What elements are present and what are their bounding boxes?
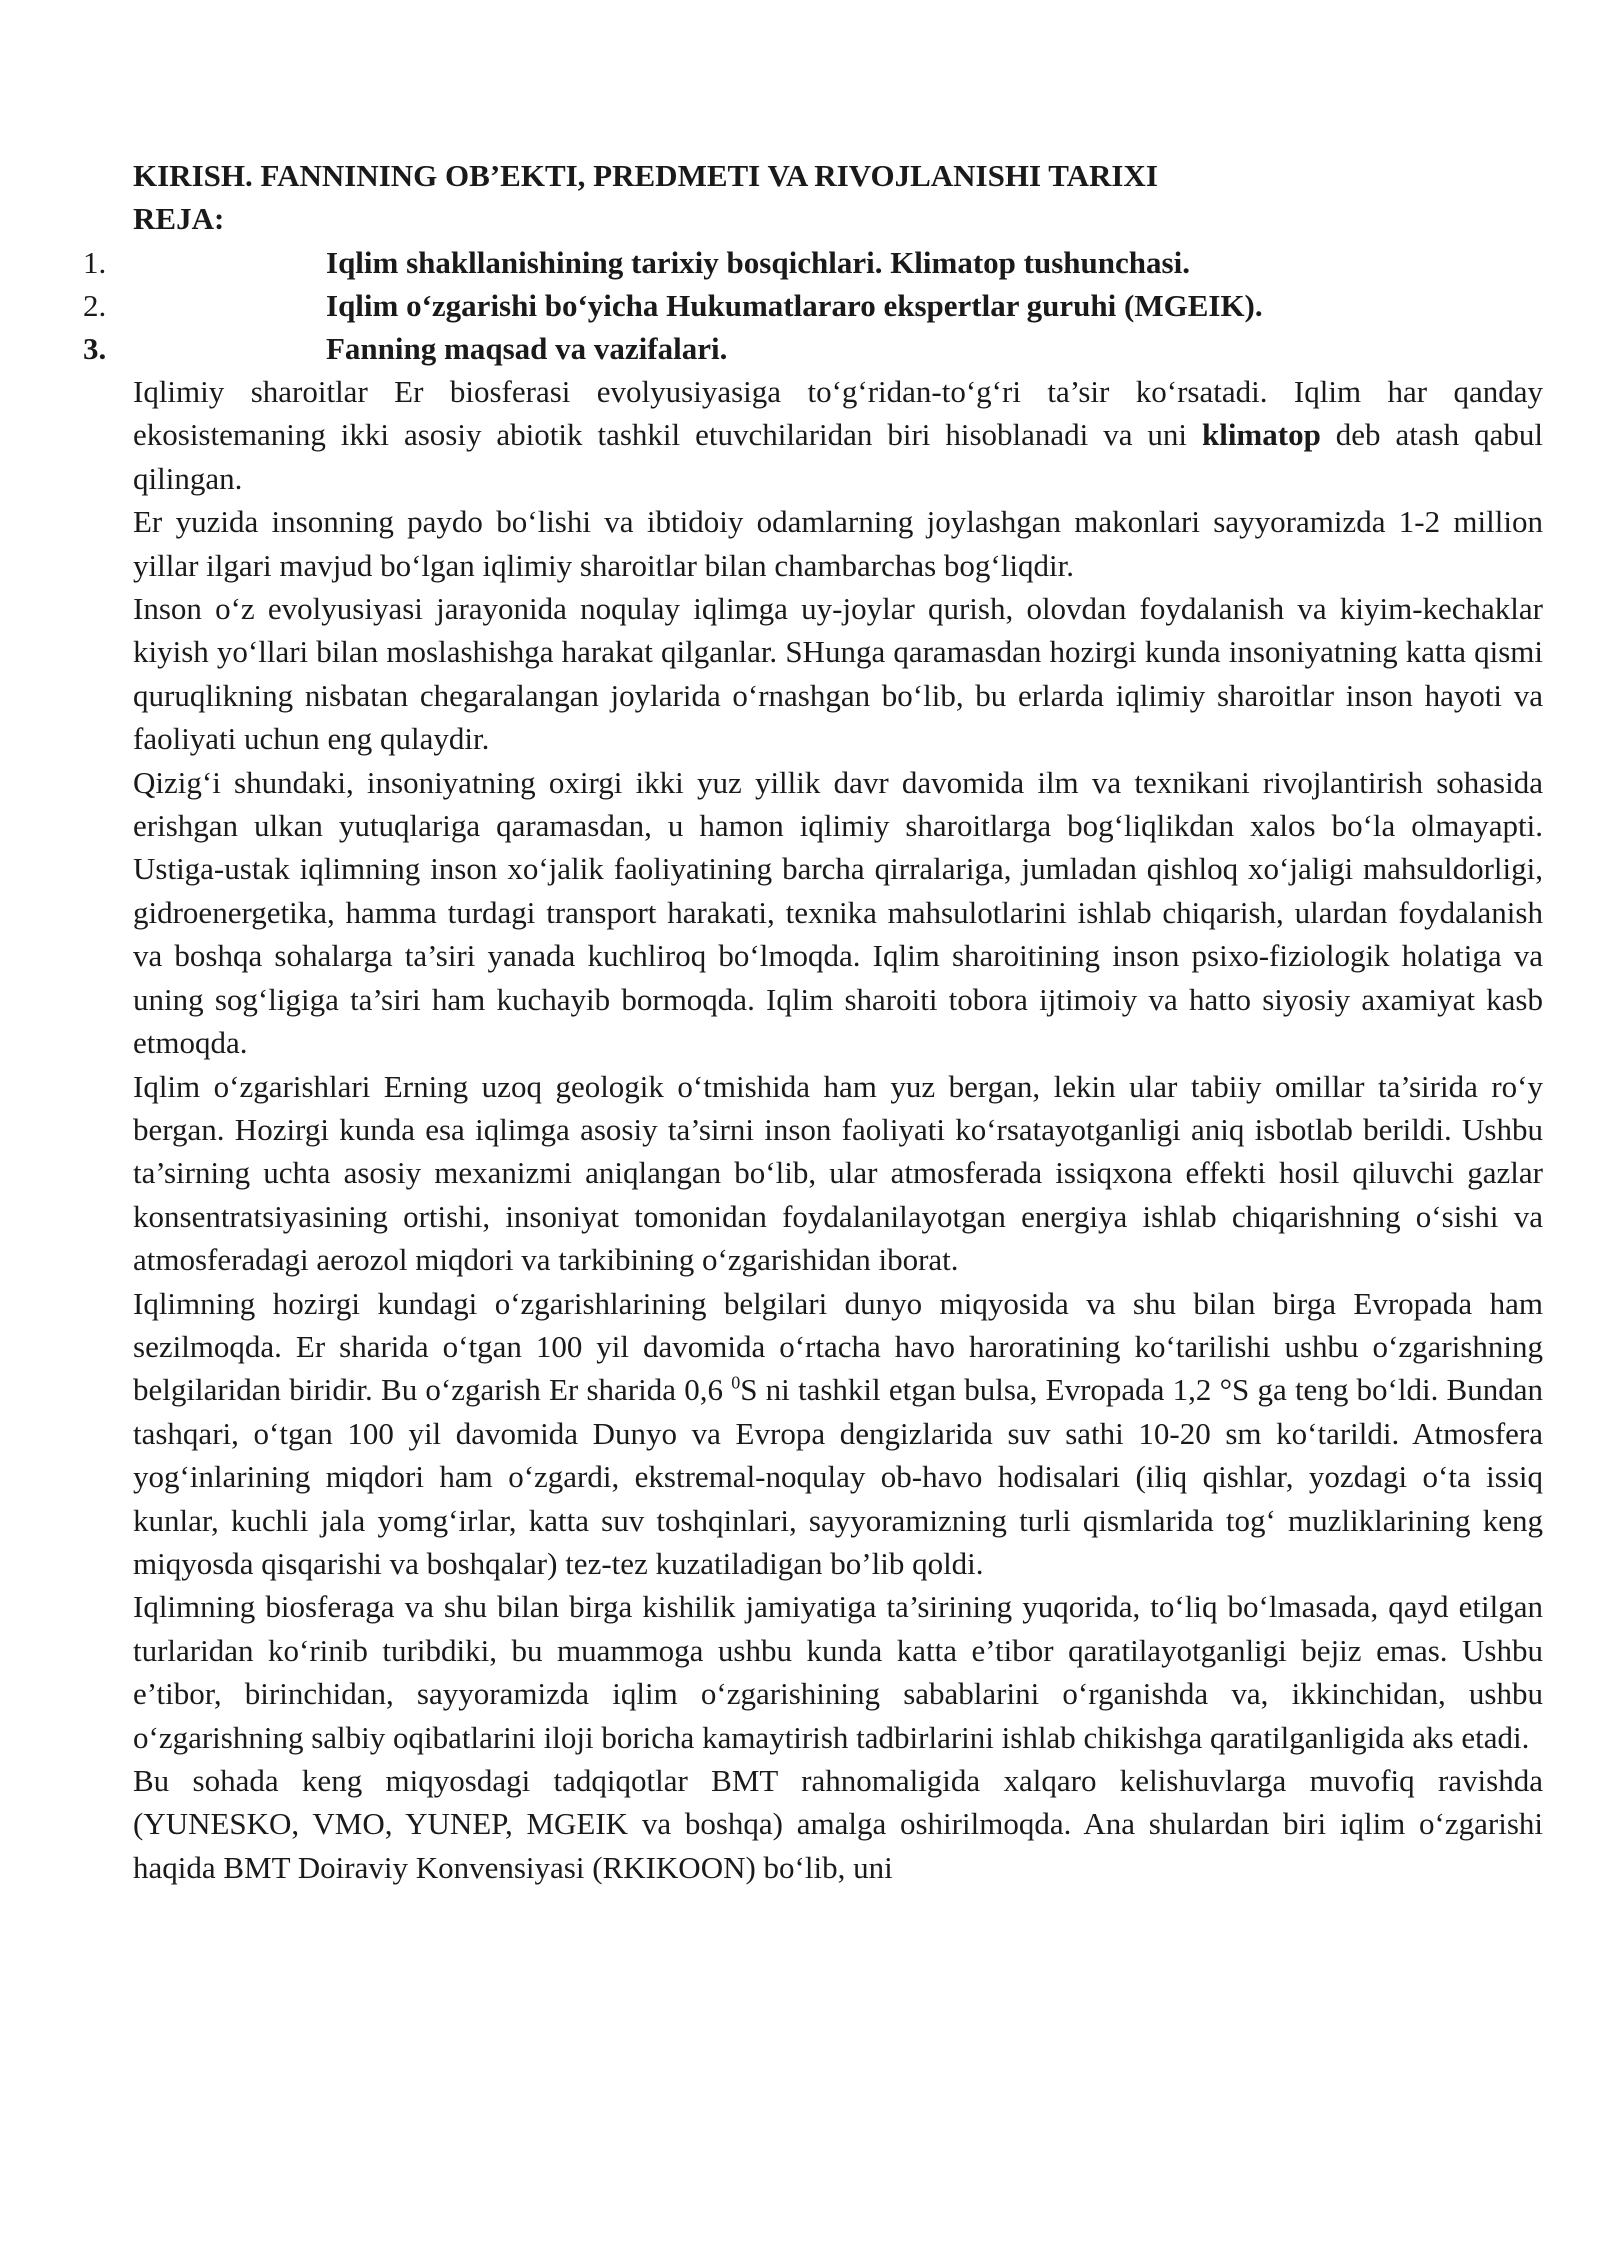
body-text [133, 370, 1543, 1889]
paragraph: Bu sohada keng miqyosdagi tadqiqotlar BMT rahnomaligida xalqaro kelishuvlarga muvofiq ravishda (YUNESKO, VMO, YUNEP, MGEIK va boshqa) amalga oshirilmoqda. Ana shulardan biri iqlim o‘zgarishi haqida BMT Doiraviy Konvensiyasi (RKIKOON) bo‘lib, uni [133, 1763, 1543, 1885]
document-title: KIRISH. FANNINING OB’EKTI, PREDMETI VA RIVOJLANISHI TARIXI [133, 158, 1158, 193]
paragraph-text: deb atash qabul qilingan. [133, 417, 1543, 496]
superscript-degree: 0 [731, 1373, 741, 1394]
heading-block [133, 154, 1533, 241]
paragraph: Inson o‘z evolyusiyasi jarayonida noqulay iqlimga uy-joylar qurish, olovdan foydalanish va kiyim-kechaklar kiyish yo‘llari bilan moslashishga harakat qilganlar. SHunga qaramasdan hozirgi kunda insoniyatning katta qismi quruqlikning nisbatan chegaralangan joylarida o‘rnashgan bo‘lib, bu erlarda iqlimiy sharoitlar inson hayoti va faoliyati uchun eng qulaydir. [133, 591, 1543, 757]
paragraph: Qizig‘i shundaki, insoniyatning oxirgi ikki yuz yillik davr davomida ilm va texnikani rivojlantirish sohasida erishgan ulkan yutuqlariga qaramasdan, u hamon iqlimiy sharoitlarga bog‘liqlikdan xalos bo‘la olmayapti. Ustiga-ustak iqlimning inson xo‘jalik faoliyatining barcha qirralariga, jumladan qishloq xo‘jaligi mahsuldorligi, gidroenergetika, hamma turdagi transport harakati, texnika mahsulotlarini ishlab chiqarish, ulardan foydalanish va boshqa sohalarga ta’siri yanada kuchliroq bo‘lmoqda. Iqlim sharoitining inson psixo-fiziologik holatiga va uning sog‘ligiga ta’siri ham kuchayib bormoqda. Iqlim sharoiti tobora ijtimoiy va hatto siyosiy axamiyat kasb etmoqda. [133, 764, 1543, 1061]
term-klimatop: klimatop [1201, 417, 1321, 453]
paragraph-text: Iqlimning hozirgi kundagi o‘zgarishlarining belgilari dunyo miqyosida va shu bilan birga Evropada ham sezilmoqda. Er sharida o‘tgan 100 yil davomida o‘rtacha havo haroratining ko‘tarilishi ushbu o‘zgarishning belgilaridan biridir. Bu o‘zgarish Er sharida 0,6 [133, 1285, 1543, 1408]
plan-item-number: 1. [83, 245, 107, 280]
paragraph [133, 1282, 1543, 1586]
paragraph [133, 370, 1543, 500]
plan-item-text: Iqlim o‘zgarishi bo‘yicha Hukumatlararo ekspertlar guruhi (MGEIK). [326, 288, 1263, 323]
paragraph: Iqlimning biosferaga va shu bilan birga kishilik jamiyatiga ta’sirining yuqorida, to‘liq bo‘lmasada, qayd etilgan turlaridan ko‘rinib turibdiki, bu muammoga ushbu kunda katta e’tibor qaratilayotganligi bejiz emas. Ushbu e’tibor, birinchidan, sayyoramizda iqlim o‘zgarishining sabablarini o‘rganishda va, ikkinchidan, ushbu o‘zgarishning salbiy oqibatlarini iloji boricha kamaytirish tadbirlarini ishlab chikishga qaratilganligida aks etadi. [133, 1589, 1543, 1755]
paragraph: Er yuzida insonning paydo bo‘lishi va ibtidoiy odamlarning joylashgan makonlari sayyoramizda 1-2 million yillar ilgari mavjud bo‘lgan iqlimiy sharoitlar bilan chambarchas bog‘liqdir. [133, 504, 1543, 583]
paragraph-text: S ni tashkil etgan bulsa, Evropada 1,2 °S ga teng bo‘ldi. Bundan tashqari, o‘tgan 100 yil davomida Dunyo va Evropa dengizlarida suv sathi 10-20 sm ko‘tarildi. Atmosfera yog‘inlarining miqdori ham o‘zgardi, ekstremal-noqulay ob-havo hodisalari (iliq qishlar, yozdagi o‘ta issiq kunlar, kuchli jala yomg‘irlar, katta suv toshqinlari, sayyoramizning turli qismlarida tog‘ muzliklarining keng miqyosda qisqarishi va boshqalar) tez-tez kuzatiladigan bo’lib qoldi. [133, 1372, 1543, 1581]
paragraph: Iqlim o‘zgarishlari Erning uzoq geologik o‘tmishida ham yuz bergan, lekin ular tabiiy omillar ta’sirida ro‘y bergan. Hozirgi kunda esa iqlimga asosiy ta’sirni inson faoliyati ko‘rsatayotganligi aniq isbotlab berildi. Ushbu ta’sirning uchta asosiy mexanizmi aniqlangan bo‘lib, ular atmosferada issiqxona effekti hosil qiluvchi gazlar konsentratsiyasining ortishi, insoniyat tomonidan foydalanilayotgan energiya ishlab chiqarishning o‘sishi va atmosferadagi aerozol miqdori va tarkibining o‘zgarishidan iborat. [133, 1068, 1543, 1278]
plan-item-text: Fanning maqsad va vazifalari. [326, 331, 728, 366]
plan-item-number: 2. [83, 288, 107, 323]
plan-label: REJA: [133, 201, 225, 237]
paragraph-text: Iqlimiy sharoitlar Er biosferasi evolyusiyasiga to‘g‘ridan-to‘g‘ri ta’sir ko‘rsatadi. Iqlim har qanday ekosistemaning ikki asosiy abiotik tashkil etuvchilaridan biri hisoblanadi va uni [133, 374, 1543, 453]
plan-item-text: Iqlim shakllanishining tarixiy bosqichlari. Klimatop tushunchasi. [326, 245, 1190, 280]
plan-item-number: 3. [83, 331, 107, 366]
